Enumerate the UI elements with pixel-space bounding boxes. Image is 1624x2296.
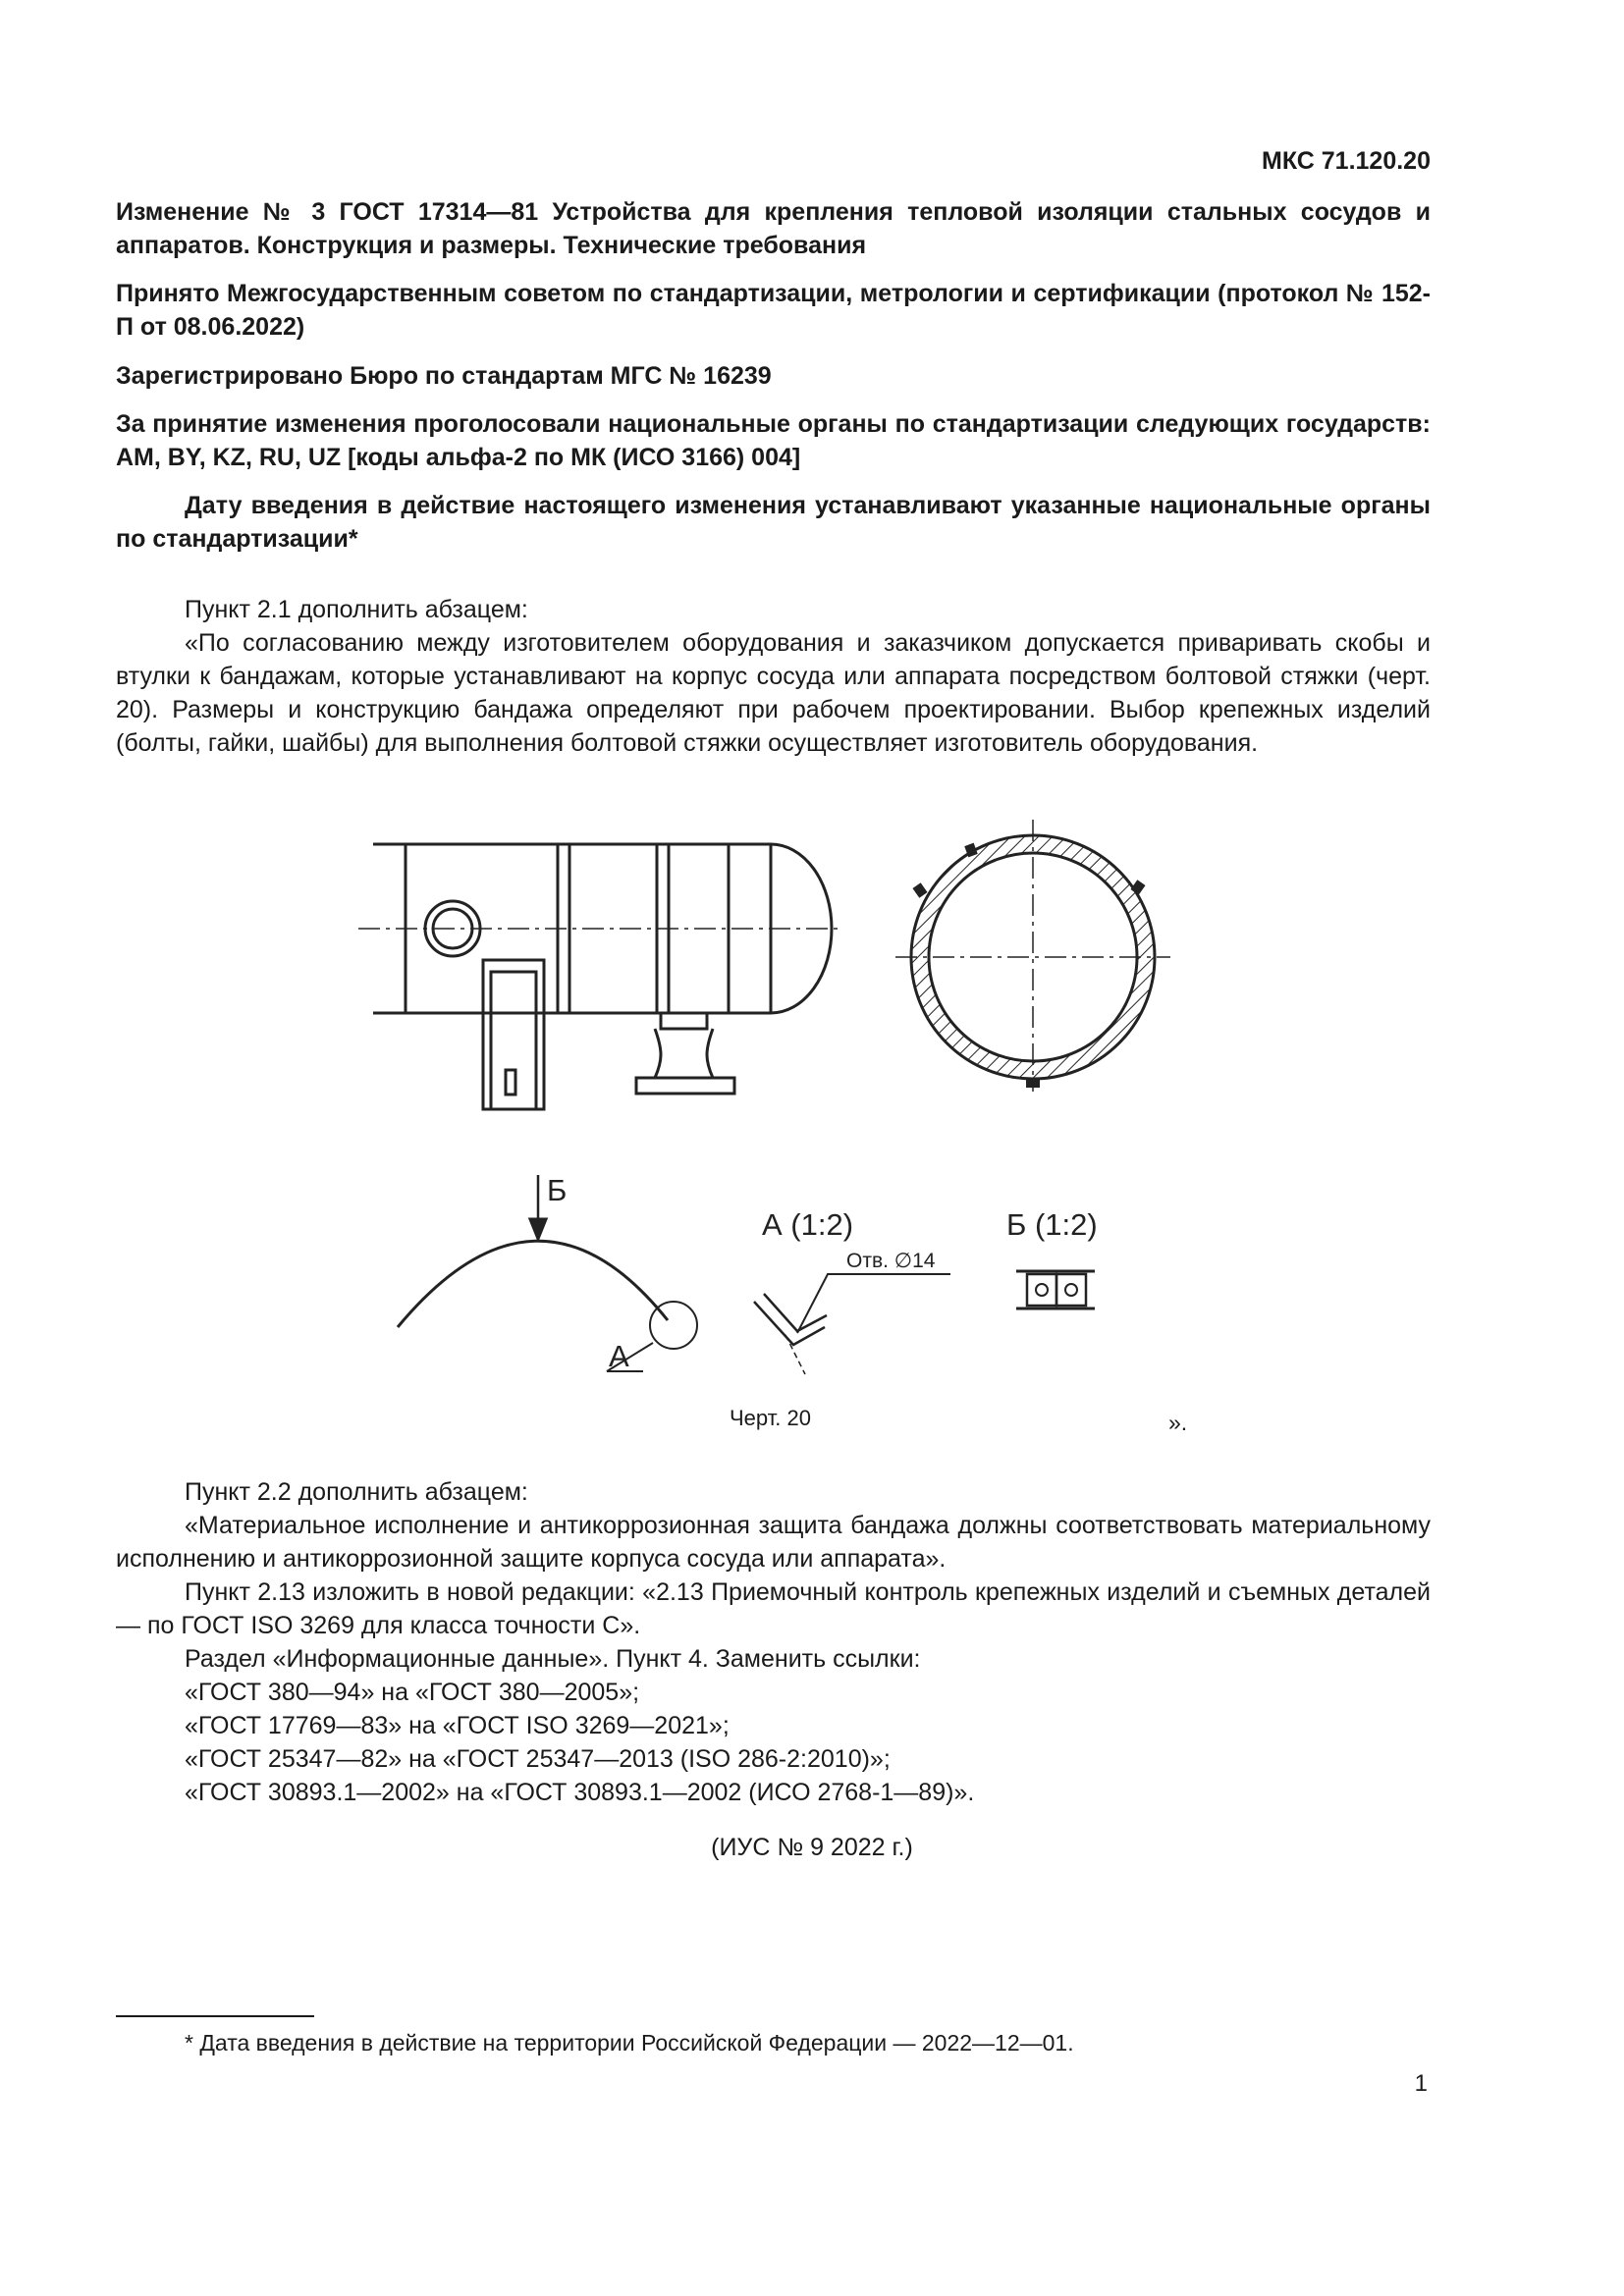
closing-quote: ». <box>1168 1410 1188 1435</box>
label-b-arrow: Б <box>547 1173 568 1207</box>
vessel-side-view <box>373 844 832 1109</box>
amendment-title: Изменение № 3 ГОСТ 17314—81 Устройства для крепления тепловой изоляции стальных сосудов и аппаратов. Конструкция и размеры. Технические требования <box>116 198 1431 259</box>
page-number: 1 <box>1414 2070 1428 2097</box>
paragraph: Пункт 2.1 дополнить абзацем: <box>185 596 528 623</box>
paragraph: «ГОСТ 30893.1—2002» на «ГОСТ 30893.1—2002 (ИСО 2768-1—89)». <box>185 1779 975 1806</box>
mks-code: МКС 71.120.20 <box>1262 147 1431 175</box>
voting-statement: За принятие изменения проголосовали национальные органы по стандартизации следующих государств: AM, BY, KZ, RU, UZ [коды альфа-2 по МК (ИСО 3166) 004] <box>116 410 1431 471</box>
label-view-b: Б (1:2) <box>1006 1207 1098 1242</box>
paragraph: Пункт 2.2 дополнить абзацем: <box>185 1478 528 1506</box>
paragraph: Раздел «Информационные данные». Пункт 4. Заменить ссылки: <box>185 1645 921 1673</box>
registration-statement: Зарегистрировано Бюро по стандартам МГС № 16239 <box>116 362 772 390</box>
vessel-section-view <box>895 820 1170 1092</box>
footnote-separator <box>116 2015 314 2017</box>
paragraph: «ГОСТ 17769—83» на «ГОСТ ISO 3269—2021»; <box>185 1712 730 1739</box>
paragraph: «ГОСТ 25347—82» на «ГОСТ 25347—2013 (ISO 286-2:2010)»; <box>185 1745 891 1773</box>
figure-caption: Черт. 20 <box>730 1406 811 1430</box>
paragraph: «ГОСТ 380—94» на «ГОСТ 380—2005»; <box>185 1679 640 1706</box>
detail-a-view <box>754 1274 950 1374</box>
effective-date-statement: Дату введения в действие настоящего изменения устанавливают указанные национальные органы по стандартизации* <box>116 492 1431 553</box>
label-hole: Отв. ∅14 <box>846 1250 936 1272</box>
adopted-statement: Принято Межгосударственным советом по стандартизации, метрологии и сертификации (протокол № 152-П от 08.06.2022) <box>116 280 1431 341</box>
paragraph: «По согласованию между изготовителем оборудования и заказчиком допускается приваривать скобы и втулки к бандажам, которые устанавливают на корпус сосуда или аппарата посредством болтовой стяжки (черт. 20). Размеры и конструкцию бандажа определяют при рабочем проектировании. Выбор крепежных изделий (болты, гайки, шайбы) для выполнения болтовой стяжки осуществляет изготовитель оборудования. <box>116 629 1431 757</box>
detail-b-view <box>1016 1271 1095 1308</box>
body-section-2 <box>116 1475 1431 1809</box>
ius-reference: (ИУС № 9 2022 г.) <box>711 1834 913 1861</box>
footnote: * Дата введения в действие на территории Российской Федерации — 2022—12—01. <box>185 2030 1074 2056</box>
paragraph: Пункт 2.13 изложить в новой редакции: «2.13 Приемочный контроль крепежных изделий и съемных деталей — по ГОСТ ISO 3269 для класса точности С». <box>116 1578 1431 1639</box>
label-a-circle: А <box>609 1339 629 1373</box>
paragraph: «Материальное исполнение и антикоррозионная защита бандажа должны соответствовать материальному исполнению и антикоррозионной защите корпуса сосуда или аппарата». <box>116 1512 1431 1573</box>
label-view-a: А (1:2) <box>762 1207 854 1242</box>
